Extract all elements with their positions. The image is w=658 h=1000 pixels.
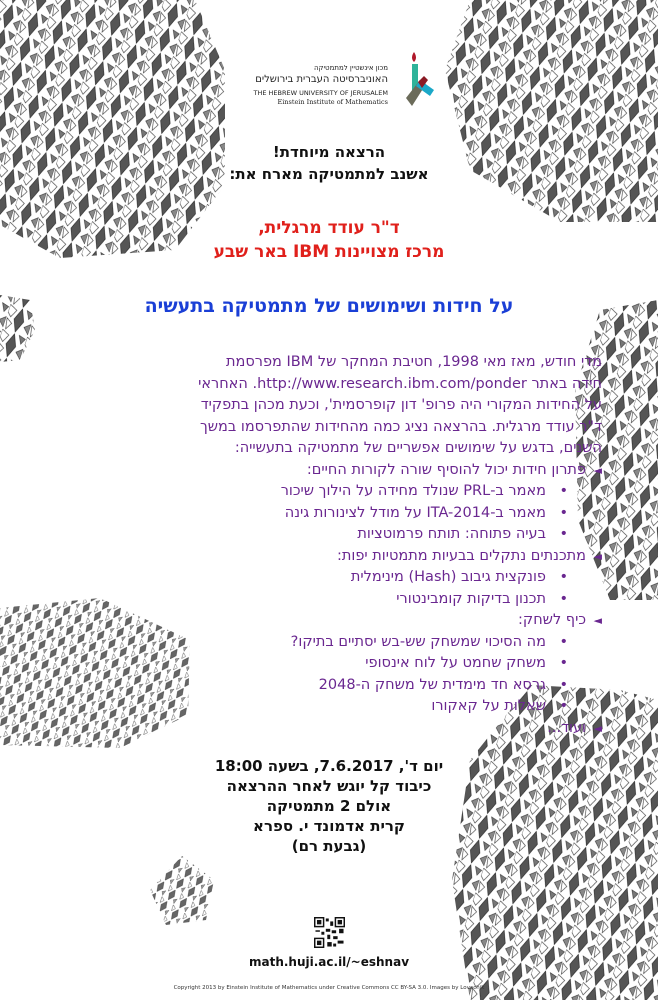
topic-heading [182,718,602,740]
abstract-line: ד"ר עודד מרגלית. בהרצאה נציג כמה מהחידות שהתפרסמו במשך [199,418,602,435]
topic-item [182,567,602,589]
bullet-icon: • [559,504,568,521]
topic-label: ועוד... [547,719,586,736]
topic-heading [182,610,602,632]
tiling-left-lower [0,598,190,748]
topic-label: מתכנתים נתקלים בבעיות מתמטיות יפות: [337,547,586,564]
topic-item [182,696,602,718]
announcement-header [0,141,658,185]
bullet-icon: • [559,483,568,499]
topic-heading [182,546,602,568]
bullet-icon: • [559,526,568,542]
topic-item [182,589,602,611]
topic-item [182,481,602,503]
bullet-icon: • [559,590,568,607]
topic-item-text: בעיה פתוחה: תותח פרמוטציות [357,526,546,542]
abstract-line: מדי חודש, מאז מאי 1998, חטיבת המחקר של IBM מפרסמת [225,354,602,370]
topic-item-text: מה הסיכוי שמשחק שש-בש יסתיים בתיקו? [290,633,546,650]
speaker-affiliation: מרכז מצויינות IBM באר שבע [213,242,445,262]
website-link[interactable]: math.huji.ac.il/~eshnav [248,955,410,969]
event-refreshments: כיבוד קל יוגש לאחר ההרצאה [226,777,432,795]
institute-logo [248,58,438,118]
abstract-line: על החידות המקורי היה פרופ' דון קופרסמית', וכעת מכהן בתפקיד [200,397,602,413]
qr-code[interactable] [314,917,345,948]
topic-item-text: מאמר ב-ITA-2014 על מודל לצינורות גינה [284,504,546,521]
topic-item [182,524,602,546]
topic-item [182,632,602,654]
logo-university-hebrew: האוניברסיטה העברית בירושלים [255,74,388,85]
lecture-title: על חידות ושימושים של מתמטיקה בתעשיה [144,295,514,317]
topic-item-text: פונקצית גיבוב (Hash) מינימלית [350,569,546,585]
logo-institute-english: Einstein Institute of Mathematics [277,98,388,106]
speaker-name: ד"ר עודד מרגלית, [258,218,400,238]
bullet-icon: • [559,655,568,671]
huji-emblem-icon [394,50,438,112]
topic-item [182,503,602,525]
bullet-icon: • [559,569,568,585]
triangle-bullet-icon: ◄ [593,614,602,627]
topic-label: פתרון חידות יכול להוסיף שורה לקורות החיים: [306,461,586,478]
topic-label: כיף לשחק: [518,612,586,628]
topic-item [182,675,602,697]
event-campus-note: (גבעת רם) [291,837,367,855]
abstract [182,352,602,739]
abstract-line: חידה באתר http://www.research.ibm.com/ponder. האחראי [198,375,602,392]
abstract-line: השנים, בדגש על שימושים אפשריים של מתמטיקה בתעשייה: [234,440,602,456]
triangle-bullet-icon: ◄ [593,549,602,563]
topic-item-text: גרסא חד מימדית של משחק ה-2048 [318,676,546,693]
topic-item-text: תכנון בדיקות קומבינטורי [396,590,546,607]
host-label: אשנב למתמטיקה מארח את: [229,165,429,183]
topics-list [182,460,602,740]
copyright-notice: Copyright 2013 by Einstein Institute of Mathematics under Creative Commons CC BY-SA 3.0. Images by Lovachik [173,985,485,991]
event-campus: קרית אדמונד י. ספרא [253,817,405,835]
topic-item-text: מאמר ב-PRL שנולד מחידה על הילוך שיכור [280,483,546,499]
topic-item [182,653,602,675]
topic-item-text: משחק שחמט על לוח אינסופי [365,655,546,671]
event-room: אולם 2 מתמטיקה [266,797,392,815]
logo-institute-hebrew: מכון אינשטיין למתמטיקה [313,64,388,72]
special-lecture-label: הרצאה מיוחדת! [272,143,386,161]
topic-item-text: שאלות על קאקורו [431,698,546,714]
triangle-bullet-icon: ◄ [593,463,602,477]
event-datetime: יום ד', 7.6.2017, בשעה 18:00 [214,757,444,775]
logo-university-english: THE HEBREW UNIVERSITY OF JERUSALEM [253,89,388,97]
bullet-icon: • [559,633,568,650]
topic-heading [182,460,602,482]
tiling-small-bottom [150,856,214,925]
tiling-top-right [445,0,658,222]
bullet-icon: • [559,676,568,693]
event-details [0,756,658,856]
speaker-block [0,216,658,264]
bullet-icon: • [559,698,568,714]
triangle-bullet-icon: ◄ [593,721,602,735]
